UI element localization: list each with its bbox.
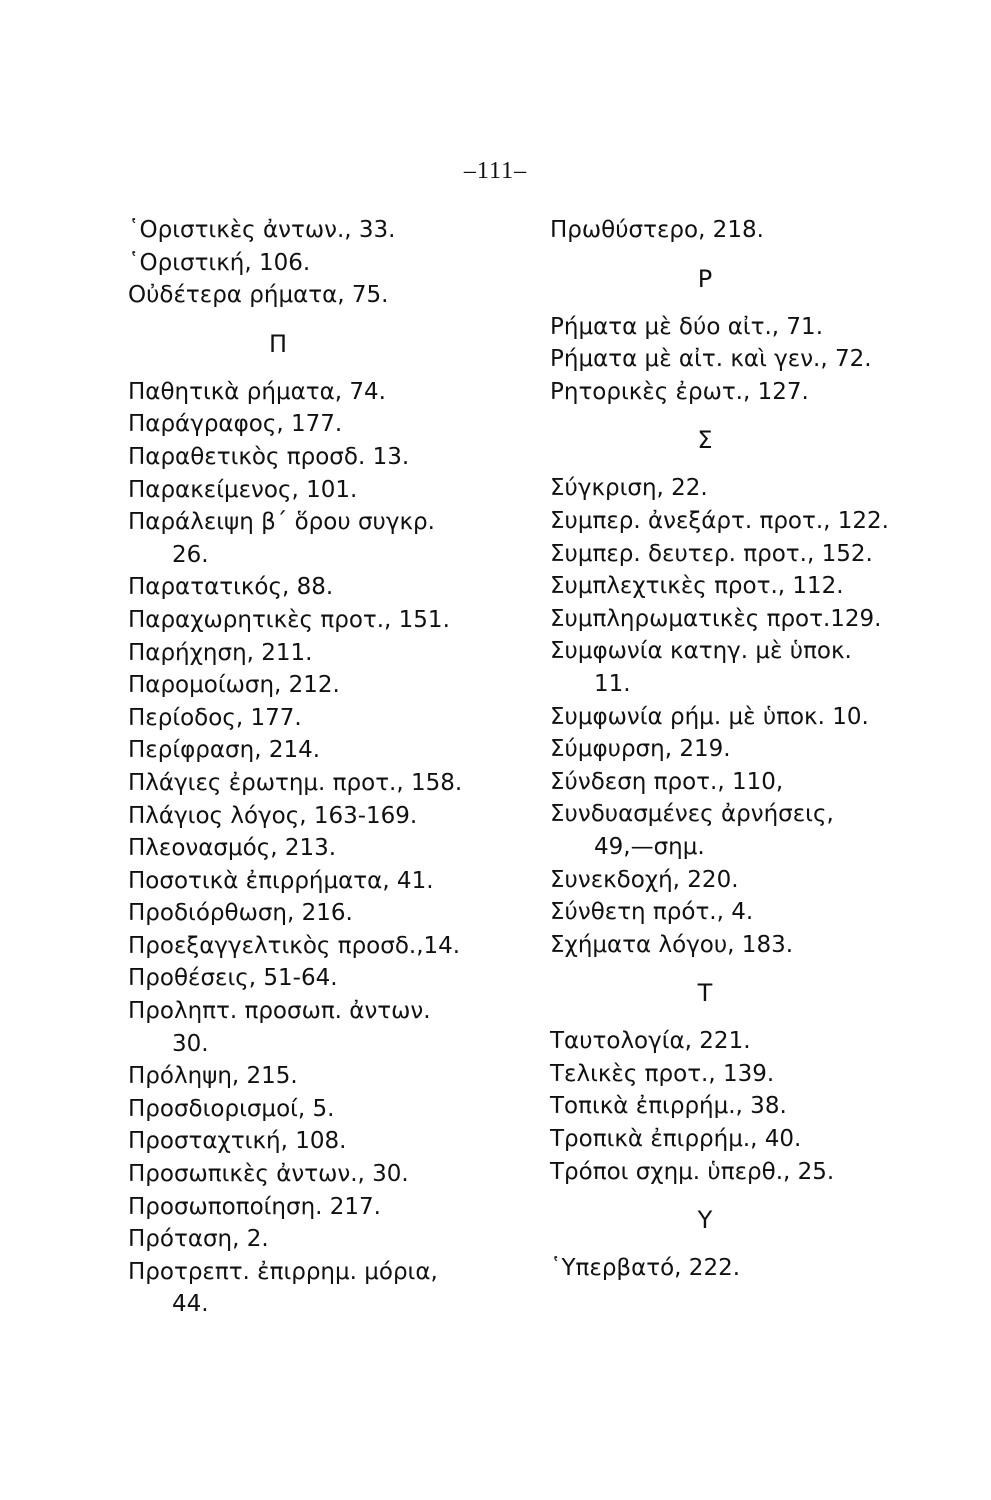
index-entry: Προσδιορισμοί, 5.	[128, 1095, 335, 1122]
index-entry: Πλάγιος λόγος, 163-169.	[128, 802, 418, 829]
index-entry: Προθέσεις, 51-64.	[128, 965, 338, 992]
index-entry: Ρητορικὲς ἐρωτ., 127.	[550, 378, 809, 405]
index-entry: Ρήματα μὲ δύο αἰτ., 71.	[550, 313, 824, 340]
index-entry: Τελικὲς προτ., 139.	[550, 1060, 775, 1087]
index-column-left	[128, 214, 528, 1321]
index-entry: Προληπτ. προσωπ. ἀντων.	[128, 998, 431, 1025]
index-entry-continuation: 44.	[172, 1291, 209, 1318]
index-entry: Πρόληψη, 215.	[128, 1063, 298, 1090]
index-entry: ῾Οριστική, 106.	[128, 249, 311, 276]
section-letter-r: Ρ	[697, 264, 713, 293]
index-entry: Προσωπικὲς ἀντων., 30.	[128, 1161, 409, 1188]
section-letter-y: Υ	[697, 1206, 713, 1235]
index-entry: Παθητικὰ ρήματα, 74.	[128, 378, 386, 405]
index-entry: Συμπερ. δευτερ. προτ., 152.	[550, 540, 873, 567]
index-entry: Συνδυασμένες ἀρνήσεις,	[550, 801, 834, 828]
index-entry: Προσταχτική, 108.	[128, 1128, 347, 1155]
index-entry: Προτρεπτ. ἐπιρρημ. μόρια,	[128, 1258, 438, 1285]
index-entry: Παράλειψη β΄ ὅρου συγκρ.	[128, 509, 435, 536]
index-entry: Πρωθύστερο, 218.	[550, 217, 764, 243]
index-entry: Περίφραση, 214.	[128, 737, 321, 764]
index-entry: Προεξαγγελτικὸς προσδ.,14.	[128, 932, 461, 959]
index-entry: Σύνδεση προτ., 110,	[550, 768, 784, 795]
index-entry: Ρήματα μὲ αἰτ. καὶ γεν., 72.	[550, 346, 872, 373]
index-entry: Πλάγιες ἐρωτημ. προτ., 158.	[128, 769, 463, 796]
index-entry: Τοπικὰ ἐπιρρήμ., 38.	[550, 1093, 787, 1120]
index-entry: Συμφωνία κατηγ. μὲ ὑποκ.	[550, 638, 852, 665]
index-entry: Σχήματα λόγου, 183.	[550, 931, 794, 958]
index-entry: Παράγραφος, 177.	[128, 411, 343, 438]
index-entry-continuation: 30.	[172, 1030, 209, 1057]
page-number: –111–	[463, 158, 528, 184]
index-entry: Ποσοτικὰ ἐπιρρήματα, 41.	[128, 867, 434, 894]
index-entry: Παραχωρητικὲς προτ., 151.	[128, 606, 450, 633]
index-entry: Παρατατικός, 88.	[128, 574, 334, 601]
index-entry: Παρακείμενος, 101.	[128, 476, 358, 503]
index-entry: Συμπερ. ἀνεξάρτ. προτ., 122.	[550, 507, 889, 534]
index-entry: Τροπικὰ ἐπιρρήμ., 40.	[550, 1126, 802, 1153]
index-entry: Ταυτολογία, 221.	[550, 1028, 751, 1055]
index-entry: Παρήχηση, 211.	[128, 639, 313, 666]
index-entry: Τρόποι σχημ. ὑπερθ., 25.	[550, 1158, 835, 1185]
index-entry: Συμπληρωματικὲς προτ.129.	[550, 605, 882, 632]
index-entry: Πλεονασμός, 213.	[128, 835, 337, 862]
index-entry: Συνεκδοχή, 220.	[550, 866, 739, 893]
index-entry: ῾Οριστικὲς ἀντων., 33.	[128, 217, 396, 243]
index-entry: Προδιόρθωση, 216.	[128, 900, 353, 927]
section-letter-s: Σ	[697, 426, 713, 455]
index-entry: Συμφωνία ρήμ. μὲ ὑποκ. 10.	[550, 703, 869, 730]
index-entry-continuation: 26.	[172, 541, 209, 568]
section-letter-p: Π	[268, 329, 288, 358]
index-entry-continuation: 49,—σημ.	[594, 833, 705, 860]
index-entry: Παραθετικὸς προσδ. 13.	[128, 443, 410, 470]
index-entry: Προσωποποίηση. 217.	[128, 1193, 381, 1220]
index-entry: Πρόταση, 2.	[128, 1226, 269, 1253]
index-entry: Σύγκριση, 22.	[550, 475, 708, 502]
index-entry: Περίοδος, 177.	[128, 704, 302, 731]
index-entry: ῾Υπερβατό, 222.	[550, 1255, 741, 1282]
index-entry: Παρομοίωση, 212.	[128, 672, 340, 699]
index-entry: Σύμφυρση, 219.	[550, 736, 731, 763]
index-entry: Οὐδέτερα ρήματα, 75.	[128, 282, 389, 309]
section-letter-t: Τ	[697, 979, 713, 1008]
index-entry: Σύνθετη πρότ., 4.	[550, 899, 754, 926]
index-entry-continuation: 11.	[594, 670, 631, 697]
index-entry: Συμπλεχτικὲς προτ., 112.	[550, 573, 844, 600]
index-column-right	[550, 214, 950, 1285]
